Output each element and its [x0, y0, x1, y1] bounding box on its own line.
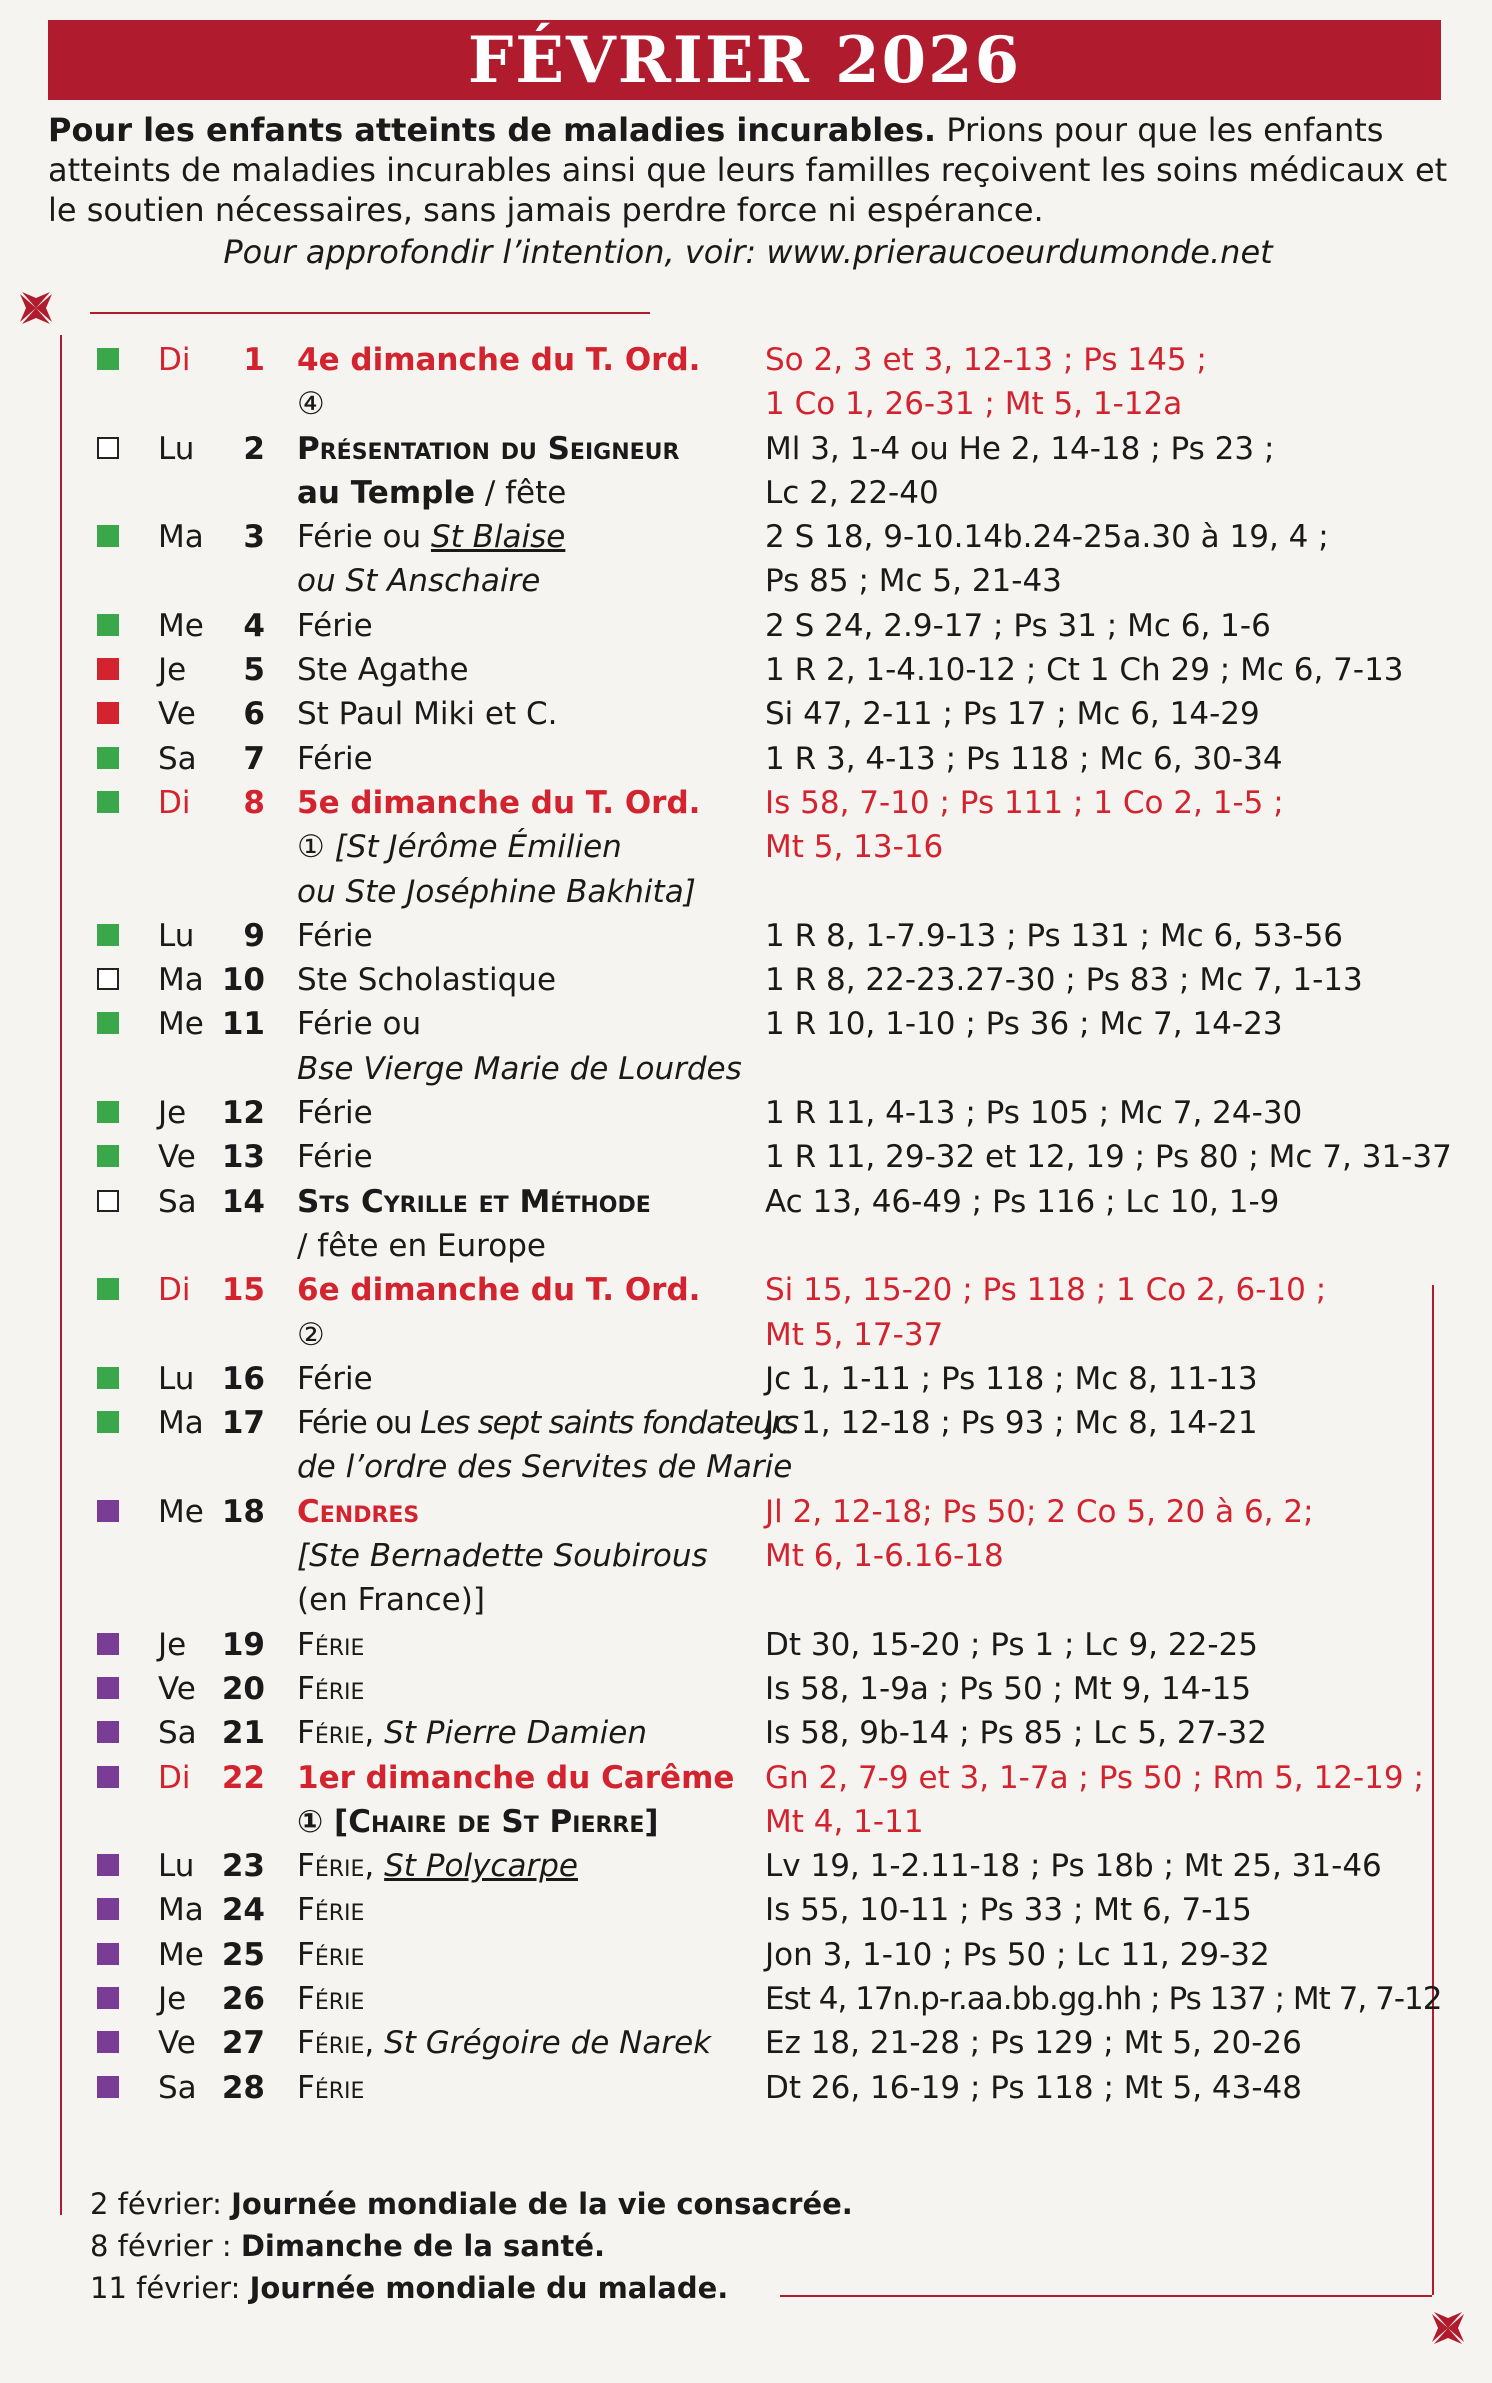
readings: Jon 3, 1-10 ; Ps 50 ; Lc 11, 29-32 — [765, 1936, 1270, 1973]
weekday: Me — [158, 1493, 204, 1530]
liturgical-color-green — [97, 1145, 119, 1167]
intention-title: Pour les enfants atteints de maladies incurables. — [48, 111, 937, 149]
psalter-week: ④ — [297, 386, 325, 423]
celebration: Férie — [297, 607, 373, 644]
day-number: 27 — [221, 2025, 265, 2062]
weekday: Me — [158, 607, 204, 644]
readings: 2 S 18, 9-10.14b.24-25a.30 à 19, 4 ; — [765, 519, 1329, 556]
celebration: Férie ou — [297, 1006, 422, 1043]
maltese-cross-icon — [14, 286, 58, 330]
readings: Jl 2, 12-18; Ps 50; 2 Co 5, 20 à 6, 2; — [765, 1493, 1314, 1530]
liturgical-color-green — [97, 1411, 119, 1433]
day-number: 7 — [243, 740, 265, 777]
calendar-row — [0, 1135, 1492, 1179]
readings-cont: Lc 2, 22-40 — [765, 474, 939, 511]
weekday: Lu — [158, 917, 195, 954]
weekday: Je — [158, 1626, 187, 1663]
celebration-cont: (en France)] — [297, 1582, 485, 1619]
day-number: 13 — [221, 1139, 265, 1176]
psalter-week: ② — [297, 1316, 325, 1353]
note-date: 8 février — [90, 2229, 213, 2263]
readings: So 2, 3 et 3, 12-13 ; Ps 145 ; — [765, 342, 1207, 378]
weekday: Di — [158, 1759, 191, 1796]
day-number: 19 — [221, 1626, 265, 1663]
calendar-row — [0, 2021, 1492, 2065]
celebration: Férie — [297, 917, 373, 954]
note-item: 11 février: Journée mondiale du malade. — [90, 2271, 729, 2305]
day-number: 8 — [243, 784, 265, 821]
celebration: Férie — [297, 1626, 365, 1663]
day-number: 12 — [221, 1095, 265, 1132]
day-number: 1 — [243, 342, 265, 378]
readings-cont: Mt 5, 17-37 — [765, 1316, 944, 1353]
liturgical-color-green — [97, 1367, 119, 1389]
calendar-row — [0, 1268, 1492, 1357]
calendar-row — [0, 1091, 1492, 1135]
divider — [780, 2295, 1432, 2297]
celebration: Férie, — [297, 1715, 385, 1752]
weekday: Je — [158, 1095, 187, 1132]
calendar-row — [0, 1888, 1492, 1932]
weekday: Sa — [158, 740, 197, 777]
readings: Dt 30, 15-20 ; Ps 1 ; Lc 9, 22-25 — [765, 1626, 1258, 1663]
optional-memorial: St Grégoire de Narek — [384, 2025, 712, 2062]
readings: 1 R 2, 1-4.10-12 ; Ct 1 Ch 29 ; Mc 6, 7-13 — [765, 652, 1404, 689]
weekday: Me — [158, 1006, 204, 1043]
readings: Is 58, 1-9a ; Ps 50 ; Mt 9, 14-15 — [765, 1670, 1252, 1707]
liturgical-color-green — [97, 525, 119, 547]
readings: 1 R 11, 29-32 et 12, 19 ; Ps 80 ; Mc 7, 31-37 — [765, 1139, 1452, 1176]
readings: Si 47, 2-11 ; Ps 17 ; Mc 6, 14-29 — [765, 696, 1260, 733]
celebration: Férie — [297, 1936, 365, 1973]
note-text: Journée mondiale du malade. — [249, 2271, 729, 2305]
celebration: 5e dimanche du T. Ord. — [297, 784, 701, 821]
weekday: Sa — [158, 1183, 197, 1220]
calendar-row — [0, 1180, 1492, 1269]
readings: Lv 19, 1-2.11-18 ; Ps 18b ; Mt 25, 31-46 — [765, 1848, 1382, 1885]
celebration: Férie, — [297, 2025, 385, 2062]
day-number: 18 — [221, 1493, 265, 1530]
calendar-row — [0, 1933, 1492, 1977]
weekday: Ma — [158, 1892, 204, 1929]
day-number: 6 — [243, 696, 265, 733]
weekday: Ve — [158, 1139, 196, 1176]
calendar-row — [0, 1667, 1492, 1711]
calendar-row — [0, 1844, 1492, 1888]
calendar-row — [0, 781, 1492, 914]
celebration-rank: / fête — [474, 474, 567, 511]
day-number: 2 — [243, 430, 265, 467]
celebration-rank: / fête en Europe — [297, 1227, 546, 1264]
calendar-row — [0, 958, 1492, 1002]
celebration: Férie — [297, 1670, 365, 1707]
readings: Est 4, 17n.p-r.aa.bb.gg.hh ; Ps 137 ; Mt 7, 7-12 — [765, 1980, 1442, 2017]
celebration: Férie — [297, 1360, 373, 1397]
calendar-row — [0, 2066, 1492, 2110]
liturgical-color-green — [97, 614, 119, 636]
calendar-list — [0, 338, 1492, 2110]
calendar-row — [0, 737, 1492, 781]
readings-cont: 1 Co 1, 26-31 ; Mt 5, 1-12a — [765, 386, 1183, 423]
liturgical-color-green — [97, 791, 119, 813]
celebration-cont: ou St Anschaire — [297, 563, 541, 600]
liturgical-color-green — [97, 924, 119, 946]
calendar-row — [0, 1711, 1492, 1755]
day-number: 14 — [221, 1183, 265, 1220]
celebration-cont: au Temple — [297, 474, 475, 511]
weekday: Ma — [158, 962, 204, 999]
readings-cont: Mt 4, 1-11 — [765, 1803, 924, 1840]
note-text: Dimanche de la santé. — [240, 2229, 606, 2263]
readings: Is 55, 10-11 ; Ps 33 ; Mt 6, 7-15 — [765, 1892, 1252, 1929]
readings: Si 15, 15-20 ; Ps 118 ; 1 Co 2, 6-10 ; — [765, 1272, 1327, 1309]
celebration-cont: ① [Chaire de St Pierre] — [297, 1803, 659, 1840]
day-number: 5 — [243, 652, 265, 689]
readings: Dt 26, 16-19 ; Ps 118 ; Mt 5, 43-48 — [765, 2069, 1303, 2106]
divider — [90, 312, 650, 314]
celebration: Présentation du Seigneur — [297, 430, 680, 467]
liturgical-color-purple — [97, 1500, 119, 1522]
day-number: 25 — [221, 1936, 265, 1973]
calendar-row — [0, 1490, 1492, 1623]
month-banner — [48, 20, 1441, 100]
weekday: Di — [158, 342, 191, 378]
celebration: Férie, — [297, 1848, 385, 1885]
calendar-row — [0, 1623, 1492, 1667]
celebration: Férie — [297, 1980, 365, 2017]
weekday: Lu — [158, 1360, 195, 1397]
calendar-row — [0, 648, 1492, 692]
intention-more-link[interactable]: Pour approfondir l’intention, voir: www.prieraucoeurdumonde.net — [223, 233, 1273, 271]
weekday: Ma — [158, 519, 204, 556]
readings: Gn 2, 7-9 et 3, 1-7a ; Ps 50 ; Rm 5, 12-19 ; — [765, 1759, 1424, 1796]
liturgical-color-purple — [97, 2031, 119, 2053]
note-item: 8 février : Dimanche de la santé. — [90, 2229, 606, 2263]
calendar-row — [0, 427, 1492, 516]
liturgical-color-purple — [97, 1987, 119, 2009]
day-number: 9 — [243, 917, 265, 954]
day-number: 11 — [221, 1006, 265, 1043]
readings: Ml 3, 1-4 ou He 2, 14-18 ; Ps 23 ; — [765, 430, 1275, 467]
celebration: Sts Cyrille et Méthode — [297, 1183, 651, 1220]
weekday: Ve — [158, 1670, 196, 1707]
day-number: 21 — [221, 1715, 265, 1752]
day-number: 15 — [221, 1272, 265, 1309]
calendar-row — [0, 914, 1492, 958]
weekday: Me — [158, 1936, 204, 1973]
liturgical-color-red — [97, 702, 119, 724]
calendar-row — [0, 515, 1492, 604]
readings: Jc 1, 12-18 ; Ps 93 ; Mc 8, 14-21 — [765, 1405, 1258, 1442]
day-number: 20 — [221, 1670, 265, 1707]
liturgical-color-white — [97, 1190, 119, 1212]
readings: Is 58, 9b-14 ; Ps 85 ; Lc 5, 27-32 — [765, 1715, 1267, 1752]
note-text: Journée mondiale de la vie consacrée. — [231, 2187, 853, 2221]
optional-memorial: Les sept saints fondateurs — [420, 1405, 798, 1442]
liturgical-color-purple — [97, 1766, 119, 1788]
weekday: Ma — [158, 1405, 204, 1442]
liturgical-color-purple — [97, 1721, 119, 1743]
celebration: Ste Agathe — [297, 652, 469, 689]
celebration: Férie ou — [297, 519, 431, 556]
celebration: Férie ou — [297, 1405, 421, 1442]
readings: 2 S 24, 2.9-17 ; Ps 31 ; Mc 6, 1-6 — [765, 607, 1271, 644]
liturgical-color-purple — [97, 1633, 119, 1655]
calendar-row — [0, 604, 1492, 648]
celebration-cont: ou Ste Joséphine Bakhita] — [297, 873, 696, 910]
calendar-row — [0, 692, 1492, 736]
celebration: Férie — [297, 1139, 373, 1176]
liturgical-color-green — [97, 1101, 119, 1123]
weekday: Lu — [158, 430, 195, 467]
celebration-cont: [Ste Bernadette Soubirous — [297, 1538, 708, 1575]
notes — [90, 2183, 853, 2309]
readings: 1 R 11, 4-13 ; Ps 105 ; Mc 7, 24-30 — [765, 1095, 1303, 1132]
readings: 1 R 3, 4-13 ; Ps 118 ; Mc 6, 30-34 — [765, 740, 1283, 777]
celebration: 1er dimanche du Carême — [297, 1759, 735, 1796]
liturgical-color-green — [97, 1278, 119, 1300]
calendar-row — [0, 1002, 1492, 1091]
intention-text: Prions pour que les enfants atteints de maladies incurables ainsi que leurs familles reçoivent les soins médicaux et le soutien nécessaires, sans jamais perdre force ni espérance. — [48, 111, 1448, 229]
celebration: Férie — [297, 1892, 365, 1929]
note-date: 2 février — [90, 2187, 213, 2221]
day-number: 26 — [221, 1980, 265, 2017]
day-number: 4 — [243, 607, 265, 644]
note-date: 11 février — [90, 2271, 231, 2305]
day-number: 10 — [221, 962, 265, 999]
optional-memorial: St Polycarpe — [384, 1848, 578, 1885]
weekday: Di — [158, 784, 191, 821]
celebration-cont: de l’ordre des Servites de Marie — [297, 1449, 793, 1486]
celebration: Férie — [297, 2069, 365, 2106]
liturgical-color-green — [97, 747, 119, 769]
celebration: Ste Scholastique — [297, 962, 557, 999]
celebration: St Paul Miki et C. — [297, 696, 558, 733]
liturgical-color-red — [97, 658, 119, 680]
weekday: Sa — [158, 2069, 197, 2106]
day-number: 16 — [221, 1360, 265, 1397]
weekday: Di — [158, 1272, 191, 1309]
weekday: Ve — [158, 696, 196, 733]
liturgical-color-purple — [97, 1854, 119, 1876]
celebration: 4e dimanche du T. Ord. — [297, 342, 701, 378]
day-number: 17 — [221, 1405, 265, 1442]
calendar-row — [0, 1756, 1492, 1845]
readings: Ez 18, 21-28 ; Ps 129 ; Mt 5, 20-26 — [765, 2025, 1302, 2062]
readings: 1 R 8, 1-7.9-13 ; Ps 131 ; Mc 6, 53-56 — [765, 917, 1344, 954]
weekday: Je — [158, 1980, 187, 2017]
liturgical-color-white — [97, 968, 119, 990]
readings: Is 58, 7-10 ; Ps 111 ; 1 Co 2, 1-5 ; — [765, 784, 1284, 821]
weekday: Je — [158, 652, 187, 689]
readings-cont: Mt 5, 13-16 — [765, 829, 944, 866]
maltese-cross-icon — [1426, 2306, 1470, 2350]
weekday: Lu — [158, 1848, 195, 1885]
liturgical-color-purple — [97, 1898, 119, 1920]
weekday: Sa — [158, 1715, 197, 1752]
day-number: 22 — [221, 1759, 265, 1796]
optional-memorial: St Pierre Damien — [384, 1715, 648, 1752]
liturgical-color-purple — [97, 1677, 119, 1699]
day-number: 28 — [221, 2069, 265, 2106]
liturgical-color-purple — [97, 2076, 119, 2098]
celebration: Férie — [297, 1095, 373, 1132]
celebration: 6e dimanche du T. Ord. — [297, 1272, 701, 1309]
readings: Jc 1, 1-11 ; Ps 118 ; Mc 8, 11-13 — [765, 1360, 1258, 1397]
day-number: 3 — [243, 519, 265, 556]
day-number: 24 — [221, 1892, 265, 1929]
month-title: FÉVRIER 2026 — [467, 22, 1022, 98]
readings: Ac 13, 46-49 ; Ps 116 ; Lc 10, 1-9 — [765, 1183, 1280, 1220]
liturgical-color-purple — [97, 1943, 119, 1965]
optional-memorial: Bse Vierge Marie de Lourdes — [297, 1050, 742, 1087]
weekday: Ve — [158, 2025, 196, 2062]
celebration-cont: ① [St Jérôme Émilien — [297, 829, 622, 866]
readings-cont: Mt 6, 1-6.16-18 — [765, 1538, 1004, 1575]
calendar-row — [0, 1401, 1492, 1490]
calendar-row — [0, 338, 1492, 427]
calendar-row — [0, 1977, 1492, 2021]
monthly-intention — [48, 110, 1448, 272]
liturgical-color-green — [97, 348, 119, 370]
readings: 1 R 10, 1-10 ; Ps 36 ; Mc 7, 14-23 — [765, 1006, 1283, 1043]
readings: 1 R 8, 22-23.27-30 ; Ps 83 ; Mc 7, 1-13 — [765, 962, 1363, 999]
optional-memorial: St Blaise — [430, 519, 566, 556]
calendar-row — [0, 1357, 1492, 1401]
celebration: Cendres — [297, 1493, 420, 1530]
liturgical-color-white — [97, 437, 119, 459]
note-item: 2 février: Journée mondiale de la vie consacrée. — [90, 2187, 853, 2221]
day-number: 23 — [221, 1848, 265, 1885]
liturgical-color-green — [97, 1012, 119, 1034]
celebration: Férie — [297, 740, 373, 777]
readings-cont: Ps 85 ; Mc 5, 21-43 — [765, 563, 1062, 600]
